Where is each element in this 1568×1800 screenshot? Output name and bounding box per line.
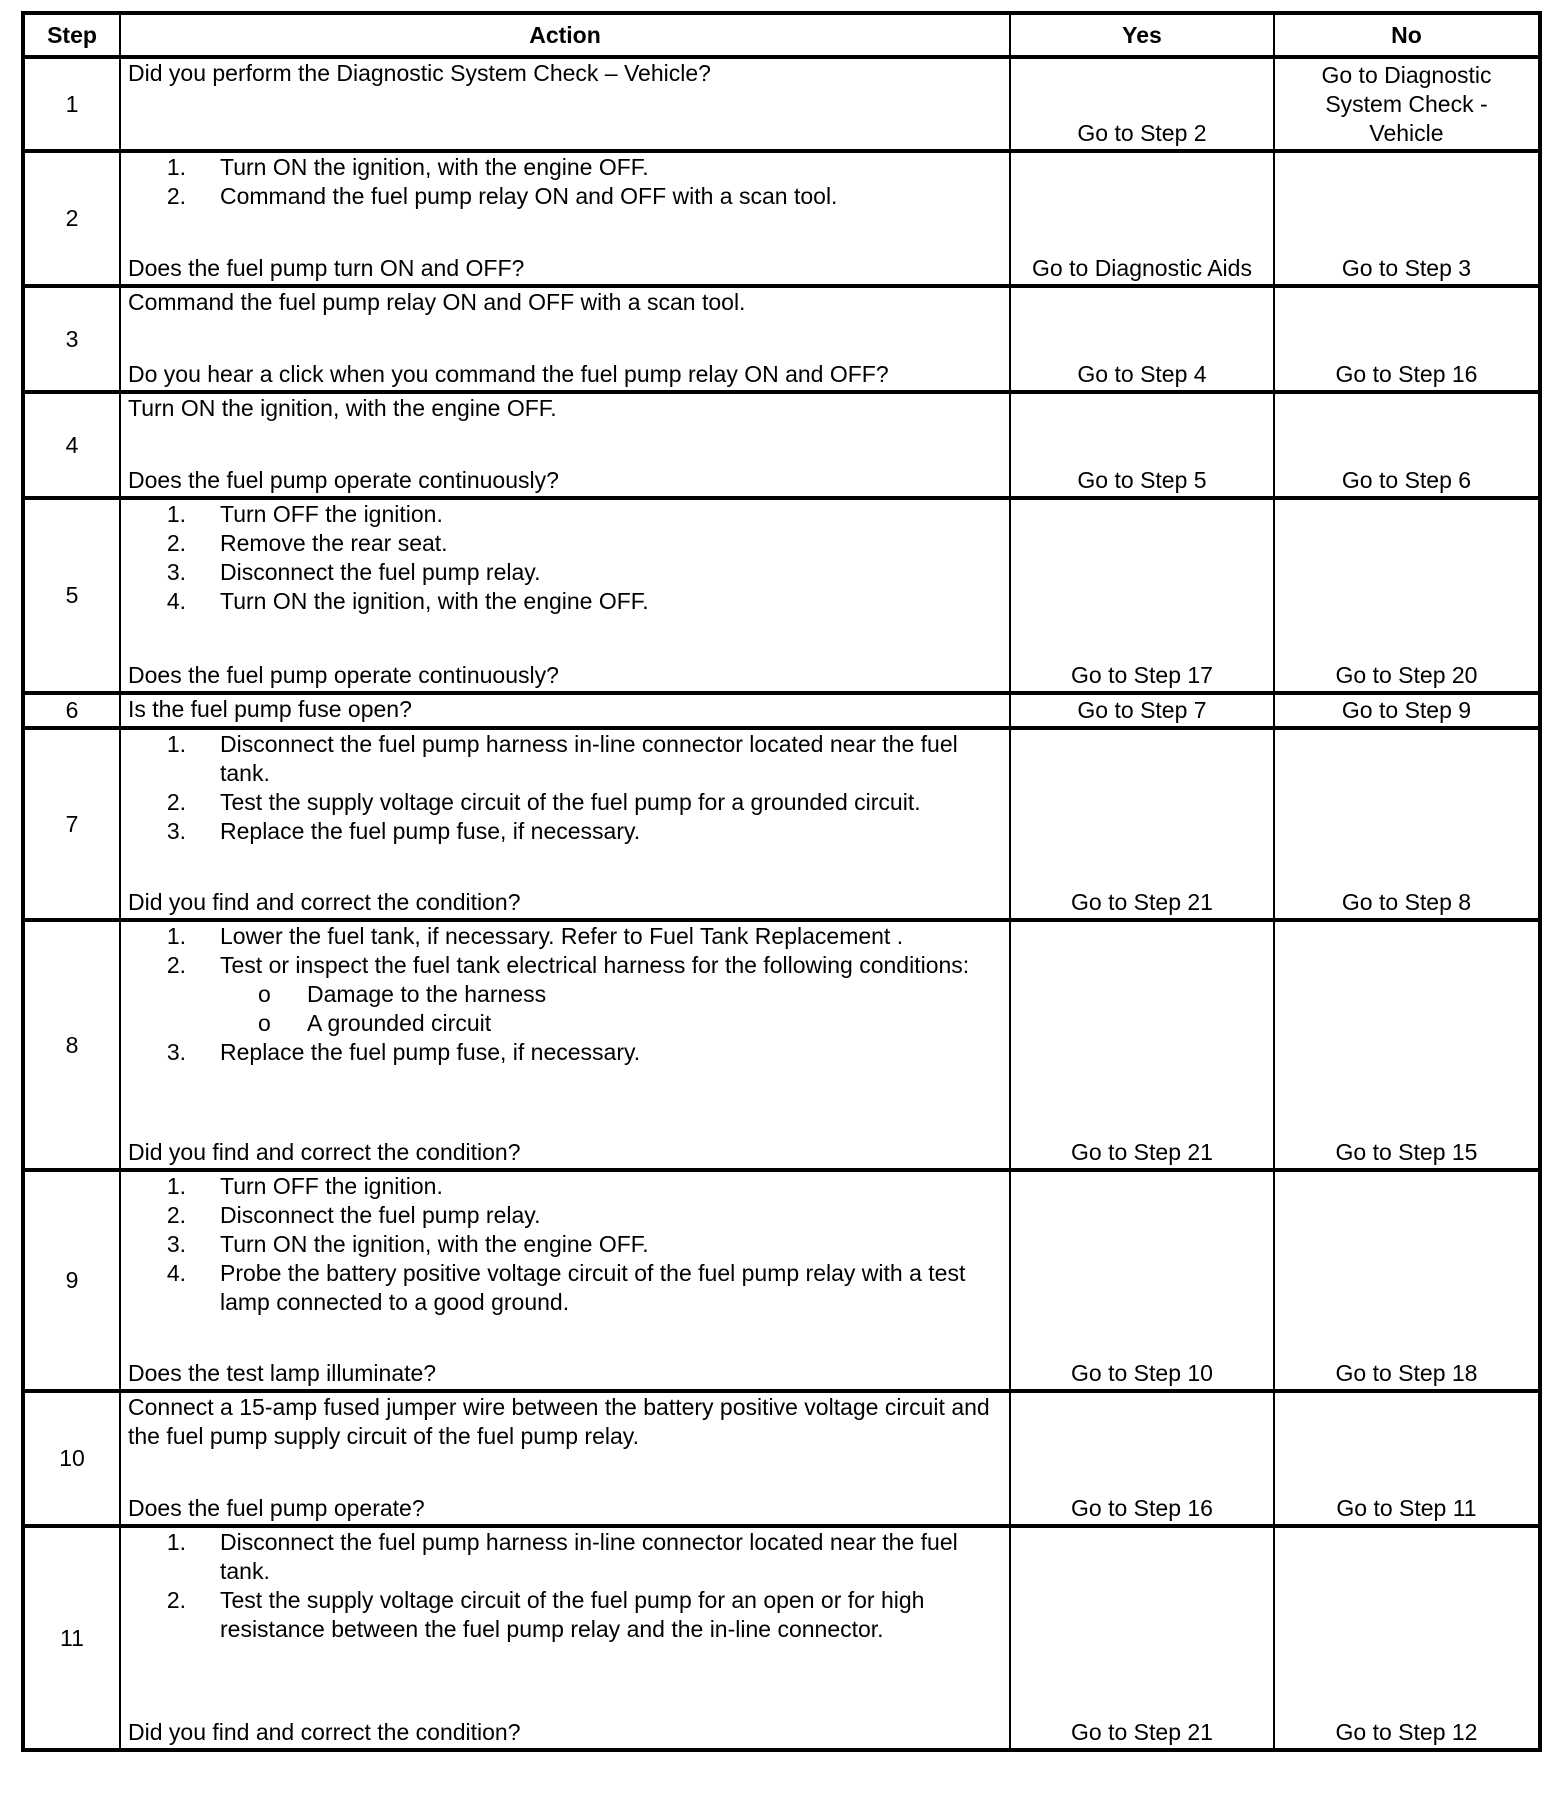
- action-content: [128, 59, 1003, 148]
- list-item: [128, 587, 1003, 616]
- no-result: Go to Step 3: [1274, 151, 1540, 286]
- table-row: [23, 392, 1540, 498]
- action-cell: [120, 151, 1010, 286]
- table-row: [23, 57, 1540, 151]
- list-item: [128, 922, 1003, 951]
- list-item: [128, 788, 1003, 817]
- list-text: Replace the fuel pump fuse, if necessary.: [220, 1039, 641, 1065]
- list-number: 1.: [166, 1173, 186, 1199]
- sub-list-item: [128, 980, 1003, 1009]
- yes-result: Go to Step 17: [1010, 498, 1274, 693]
- no-result: Go to Step 18: [1274, 1170, 1540, 1391]
- list-text: Turn ON the ignition, with the engine OFF.: [220, 1231, 649, 1257]
- list-number: 2.: [166, 1202, 186, 1228]
- list-text: Probe the battery positive voltage circuit of the fuel pump relay with a test lamp connected to a good ground.: [220, 1260, 966, 1315]
- list-text: Test the supply voltage circuit of the fuel pump for an open or for high resistance between the fuel pump relay and the in-line connector.: [220, 1587, 925, 1642]
- list-item: [128, 730, 1003, 788]
- action-cell: [120, 57, 1010, 151]
- table-row: [23, 693, 1540, 728]
- action-content: [128, 153, 1003, 283]
- action-top: [128, 288, 1003, 317]
- yes-result: Go to Step 21: [1010, 1526, 1274, 1750]
- list-item: [128, 529, 1003, 558]
- action-content: [128, 1528, 1003, 1747]
- yes-result: Go to Step 21: [1010, 728, 1274, 920]
- step-number: 11: [23, 1526, 120, 1750]
- action-top: [128, 695, 1003, 724]
- list-text: Command the fuel pump relay ON and OFF with a scan tool.: [220, 183, 838, 209]
- list-number: 2.: [166, 530, 186, 556]
- action-question: Do you hear a click when you command the fuel pump relay ON and OFF?: [128, 361, 889, 387]
- action-question: Did you find and correct the condition?: [128, 1139, 521, 1165]
- sub-list-item: [128, 1009, 1003, 1038]
- diagnostic-table: [21, 11, 1542, 1752]
- bullet-icon: o: [258, 981, 271, 1007]
- action-cell: [120, 286, 1010, 392]
- action-top: [128, 500, 1003, 616]
- list-number: 2.: [166, 789, 186, 815]
- list-item: [128, 817, 1003, 846]
- action-content: [128, 500, 1003, 690]
- sub-list-text: A grounded circuit: [307, 1010, 492, 1036]
- list-text: Test or inspect the fuel tank electrical harness for the following conditions:: [220, 952, 970, 978]
- action-content: [128, 394, 1003, 495]
- step-number: 3: [23, 286, 120, 392]
- table-row: [23, 498, 1540, 693]
- action-cell: [120, 392, 1010, 498]
- list-item: [128, 1586, 1003, 1644]
- action-question: Does the fuel pump turn ON and OFF?: [128, 255, 525, 281]
- list-number: 2.: [166, 952, 186, 978]
- action-top: [128, 1528, 1003, 1644]
- action-top: [128, 730, 1003, 846]
- bullet-icon: o: [258, 1010, 271, 1036]
- action-intro: Turn ON the ignition, with the engine OFF.: [128, 395, 557, 421]
- header-row: [23, 13, 1540, 57]
- action-question: Does the fuel pump operate continuously?: [128, 662, 559, 688]
- list-number: 4.: [166, 1260, 186, 1286]
- list-number: 1.: [166, 501, 186, 527]
- no-result: Go to Step 11: [1274, 1391, 1540, 1526]
- list-text: Turn ON the ignition, with the engine OFF.: [220, 154, 649, 180]
- list-item: [128, 1259, 1003, 1317]
- yes-result: Go to Step 5: [1010, 392, 1274, 498]
- header-step: Step: [23, 13, 120, 57]
- table-row: [23, 1391, 1540, 1526]
- no-result: Go to Step 16: [1274, 286, 1540, 392]
- yes-result: Go to Step 16: [1010, 1391, 1274, 1526]
- step-number: 6: [23, 693, 120, 728]
- list-number: 3.: [166, 1231, 186, 1257]
- action-top: [128, 153, 1003, 211]
- action-top: [128, 1172, 1003, 1317]
- action-top: [128, 394, 1003, 423]
- list-number: 3.: [166, 818, 186, 844]
- list-text: Replace the fuel pump fuse, if necessary.: [220, 818, 641, 844]
- yes-result: Go to Step 2: [1010, 57, 1274, 151]
- table-row: [23, 151, 1540, 286]
- header-no: No: [1274, 13, 1540, 57]
- step-number: 1: [23, 57, 120, 151]
- action-content: [128, 730, 1003, 917]
- action-content: [128, 288, 1003, 389]
- list-number: 3.: [166, 1039, 186, 1065]
- action-intro: Did you perform the Diagnostic System Check – Vehicle?: [128, 60, 711, 86]
- table-row: [23, 1170, 1540, 1391]
- list-item: [128, 1230, 1003, 1259]
- list-item: [128, 951, 1003, 980]
- action-intro: Command the fuel pump relay ON and OFF with a scan tool.: [128, 289, 746, 315]
- action-content: [128, 922, 1003, 1167]
- yes-result: Go to Step 7: [1010, 693, 1274, 728]
- step-number: 9: [23, 1170, 120, 1391]
- list-number: 3.: [166, 559, 186, 585]
- no-result: Go to Step 15: [1274, 920, 1540, 1170]
- list-item: [128, 1201, 1003, 1230]
- action-question: Does the fuel pump operate?: [128, 1495, 425, 1521]
- list-item: [128, 182, 1003, 211]
- no-result: Go to Step 6: [1274, 392, 1540, 498]
- action-cell: [120, 1170, 1010, 1391]
- step-number: 7: [23, 728, 120, 920]
- no-result: Go to Diagnostic System Check - Vehicle: [1274, 57, 1540, 151]
- action-question: Does the fuel pump operate continuously?: [128, 467, 559, 493]
- step-number: 10: [23, 1391, 120, 1526]
- no-result: Go to Step 8: [1274, 728, 1540, 920]
- list-text: Turn OFF the ignition.: [220, 1173, 443, 1199]
- list-number: 4.: [166, 588, 186, 614]
- table-row: [23, 286, 1540, 392]
- step-number: 2: [23, 151, 120, 286]
- list-number: 1.: [166, 154, 186, 180]
- action-intro: Connect a 15-amp fused jumper wire between the battery positive voltage circuit and the fuel pump supply circuit of the fuel pump relay.: [128, 1394, 990, 1449]
- action-cell: [120, 693, 1010, 728]
- list-text: Test the supply voltage circuit of the fuel pump for a grounded circuit.: [220, 789, 921, 815]
- list-text: Lower the fuel tank, if necessary. Refer to Fuel Tank Replacement .: [220, 923, 904, 949]
- step-number: 4: [23, 392, 120, 498]
- list-item: [128, 1038, 1003, 1067]
- action-question: Did you find and correct the condition?: [128, 889, 521, 915]
- header-action: Action: [120, 13, 1010, 57]
- action-content: [128, 1172, 1003, 1388]
- action-question: Does the test lamp illuminate?: [128, 1360, 437, 1386]
- step-number: 5: [23, 498, 120, 693]
- action-top: [128, 922, 1003, 1067]
- action-question: Did you find and correct the condition?: [128, 1719, 521, 1745]
- no-result: Go to Step 9: [1274, 693, 1540, 728]
- list-number: 2.: [166, 183, 186, 209]
- list-text: Disconnect the fuel pump relay.: [220, 1202, 541, 1228]
- action-intro: Is the fuel pump fuse open?: [128, 696, 412, 722]
- no-result: Go to Step 12: [1274, 1526, 1540, 1750]
- action-cell: [120, 498, 1010, 693]
- header-yes: Yes: [1010, 13, 1274, 57]
- action-content: [128, 1393, 1003, 1523]
- action-content: [128, 695, 1003, 725]
- list-text: Disconnect the fuel pump relay.: [220, 559, 541, 585]
- yes-result: Go to Diagnostic Aids: [1010, 151, 1274, 286]
- yes-result: Go to Step 4: [1010, 286, 1274, 392]
- list-item: [128, 153, 1003, 182]
- list-number: 1.: [166, 1529, 186, 1555]
- list-item: [128, 1172, 1003, 1201]
- list-number: 1.: [166, 923, 186, 949]
- action-cell: [120, 1391, 1010, 1526]
- no-result: Go to Step 20: [1274, 498, 1540, 693]
- action-top: [128, 59, 1003, 88]
- yes-result: Go to Step 10: [1010, 1170, 1274, 1391]
- table-row: [23, 728, 1540, 920]
- list-number: 2.: [166, 1587, 186, 1613]
- action-cell: [120, 1526, 1010, 1750]
- action-top: [128, 1393, 1003, 1451]
- list-text: Disconnect the fuel pump harness in-line connector located near the fuel tank.: [220, 731, 958, 786]
- step-number: 8: [23, 920, 120, 1170]
- list-text: Remove the rear seat.: [220, 530, 448, 556]
- action-cell: [120, 920, 1010, 1170]
- list-item: [128, 500, 1003, 529]
- table-row: [23, 1526, 1540, 1750]
- sub-list-text: Damage to the harness: [307, 981, 547, 1007]
- list-text: Turn OFF the ignition.: [220, 501, 443, 527]
- list-text: Turn ON the ignition, with the engine OFF.: [220, 588, 649, 614]
- action-cell: [120, 728, 1010, 920]
- list-item: [128, 1528, 1003, 1586]
- list-text: Disconnect the fuel pump harness in-line connector located near the fuel tank.: [220, 1529, 958, 1584]
- yes-result: Go to Step 21: [1010, 920, 1274, 1170]
- table-row: [23, 920, 1540, 1170]
- list-number: 1.: [166, 731, 186, 757]
- list-item: [128, 558, 1003, 587]
